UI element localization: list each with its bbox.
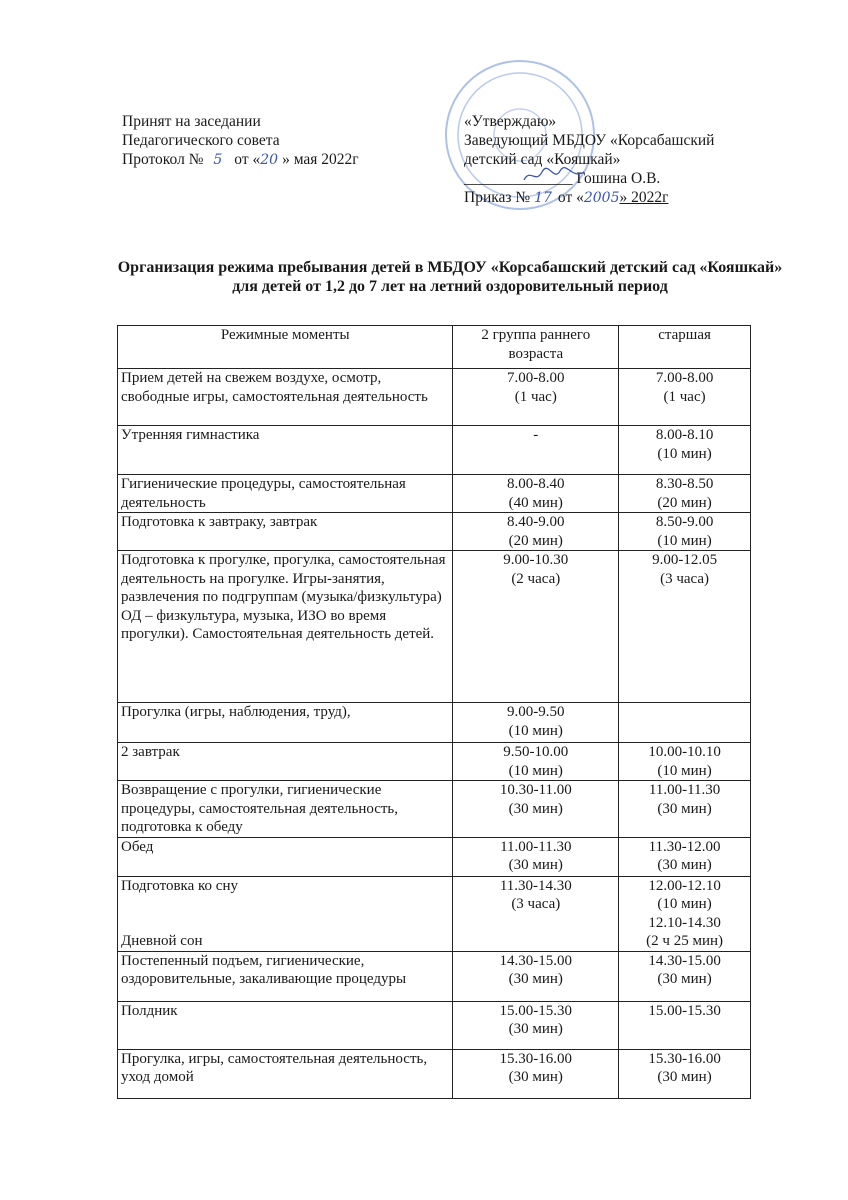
cell-activity: Подготовка к завтраку, завтрак xyxy=(118,513,453,551)
right-approval-block xyxy=(464,112,714,208)
header-senior-group: старшая xyxy=(619,326,751,369)
cell-activity: Подготовка ко сну Дневной сон xyxy=(118,876,453,951)
protocol-prefix: Протокол № xyxy=(122,151,204,168)
cell-early-group-time: 11.00-11.30 (30 мин) xyxy=(453,837,619,876)
table-row xyxy=(118,1049,751,1098)
cell-early-group-time: 7.00-8.00 (1 час) xyxy=(453,369,619,426)
protocol-suffix: » мая 2022г xyxy=(282,151,359,168)
cell-activity: Утренняя гимнастика xyxy=(118,426,453,475)
cell-early-group-time: 14.30-15.00 (30 мин) xyxy=(453,951,619,1001)
table-header-row xyxy=(118,326,751,369)
head-name: Гошина О.В. xyxy=(576,170,661,187)
cell-senior-group-time: 11.00-11.30 (30 мин) xyxy=(619,781,751,838)
order-number-handwritten: 17 xyxy=(534,190,552,206)
schedule-table xyxy=(117,325,751,1099)
table-row xyxy=(118,703,751,743)
cell-activity: Прогулка, игры, самостоятельная деятельность, уход домой xyxy=(118,1049,453,1098)
cell-activity: Прогулка (игры, наблюдения, труд), xyxy=(118,703,453,743)
head-position: Заведующий МБДОУ «Корсабашский xyxy=(464,132,715,149)
protocol-from: от « xyxy=(234,151,261,168)
cell-early-group-time: 15.00-15.30 (30 мин) xyxy=(453,1001,619,1049)
document-title: Организация режима пребывания детей в МБДОУ «Корсабашский детский сад «Кояшкай» для детей от 1,2 до 7 лет на летний оздоровительный период xyxy=(117,259,783,295)
cell-senior-group-time: 8.30-8.50 (20 мин) xyxy=(619,475,751,513)
cell-senior-group-time: 12.00-12.10 (10 мин) 12.10-14.30 (2 ч 25 мин) xyxy=(619,876,751,951)
kindergarten-name: детский сад «Кояшкай» xyxy=(464,151,621,168)
cell-senior-group-time: 9.00-12.05 (3 часа) xyxy=(619,551,751,703)
table-row xyxy=(118,1001,751,1049)
cell-senior-group-time: 7.00-8.00 (1 час) xyxy=(619,369,751,426)
cell-senior-group-time: 8.50-9.00 (10 мин) xyxy=(619,513,751,551)
order-suffix: » 2022г xyxy=(619,189,669,206)
cell-early-group-time: 10.30-11.00 (30 мин) xyxy=(453,781,619,838)
cell-activity: Обед xyxy=(118,837,453,876)
cell-activity: Гигиенические процедуры, самостоятельная деятельность xyxy=(118,475,453,513)
approve-label: «Утверждаю» xyxy=(464,113,557,130)
cell-early-group-time: 8.00-8.40 (40 мин) xyxy=(453,475,619,513)
cell-activity: Прием детей на свежем воздухе, осмотр, свободные игры, самостоятельная деятельность xyxy=(118,369,453,426)
table-row xyxy=(118,369,751,426)
cell-activity: 2 завтрак xyxy=(118,743,453,781)
cell-senior-group-time: 8.00-8.10 (10 мин) xyxy=(619,426,751,475)
cell-activity: Подготовка к прогулке, прогулка, самостоятельная деятельность на прогулке. Игры-занятия, развлечения по подгруппам (музыка/физкультура) ОД – физкультура, музыка, ИЗО во время прогулки). Самостоятельная деятельность детей. xyxy=(118,551,453,703)
signature xyxy=(520,166,590,186)
order-line xyxy=(464,188,714,208)
cell-early-group-time: 9.50-10.00 (10 мин) xyxy=(453,743,619,781)
cell-activity: Полдник xyxy=(118,1001,453,1049)
table-row xyxy=(118,876,751,951)
cell-activity: Возвращение с прогулки, гигиенические процедуры, самостоятельная деятельность, подготовка к обеду xyxy=(118,781,453,838)
table-row xyxy=(118,513,751,551)
table-row xyxy=(118,475,751,513)
cell-early-group-time: 11.30-14.30 (3 часа) xyxy=(453,876,619,951)
protocol-number-handwritten: 5 xyxy=(213,152,223,168)
header-early-group: 2 группа раннего возраста xyxy=(453,326,619,369)
table-row xyxy=(118,743,751,781)
order-date-handwritten: 2005 xyxy=(583,190,620,206)
cell-early-group-time: 9.00-10.30 (2 часа) xyxy=(453,551,619,703)
cell-senior-group-time: 15.00-15.30 xyxy=(619,1001,751,1049)
cell-senior-group-time: 14.30-15.00 (30 мин) xyxy=(619,951,751,1001)
protocol-day-handwritten: 20 xyxy=(260,152,279,168)
table-row xyxy=(118,951,751,1001)
cell-early-group-time: - xyxy=(453,426,619,475)
table-row xyxy=(118,837,751,876)
signature-underline: ______________ xyxy=(464,170,573,187)
cell-senior-group-time xyxy=(619,703,751,743)
cell-senior-group-time: 11.30-12.00 (30 мин) xyxy=(619,837,751,876)
cell-early-group-time: 8.40-9.00 (20 мин) xyxy=(453,513,619,551)
cell-early-group-time: 15.30-16.00 (30 мин) xyxy=(453,1049,619,1098)
order-prefix: Приказ № xyxy=(464,189,531,206)
order-from: от « xyxy=(557,189,584,206)
table-row xyxy=(118,426,751,475)
left-header-line2: Педагогического совета xyxy=(122,132,280,149)
cell-early-group-time: 9.00-9.50 (10 мин) xyxy=(453,703,619,743)
cell-senior-group-time: 10.00-10.10 (10 мин) xyxy=(619,743,751,781)
left-approval-block xyxy=(122,112,359,170)
cell-activity: Постепенный подъем, гигиенические, оздоровительные, закаливающие процедуры xyxy=(118,951,453,1001)
protocol-line xyxy=(122,150,359,170)
table-row xyxy=(118,781,751,838)
left-header-line1: Принят на заседании xyxy=(122,113,261,130)
table-row xyxy=(118,551,751,703)
cell-senior-group-time: 15.30-16.00 (30 мин) xyxy=(619,1049,751,1098)
header-activity: Режимные моменты xyxy=(118,326,453,369)
